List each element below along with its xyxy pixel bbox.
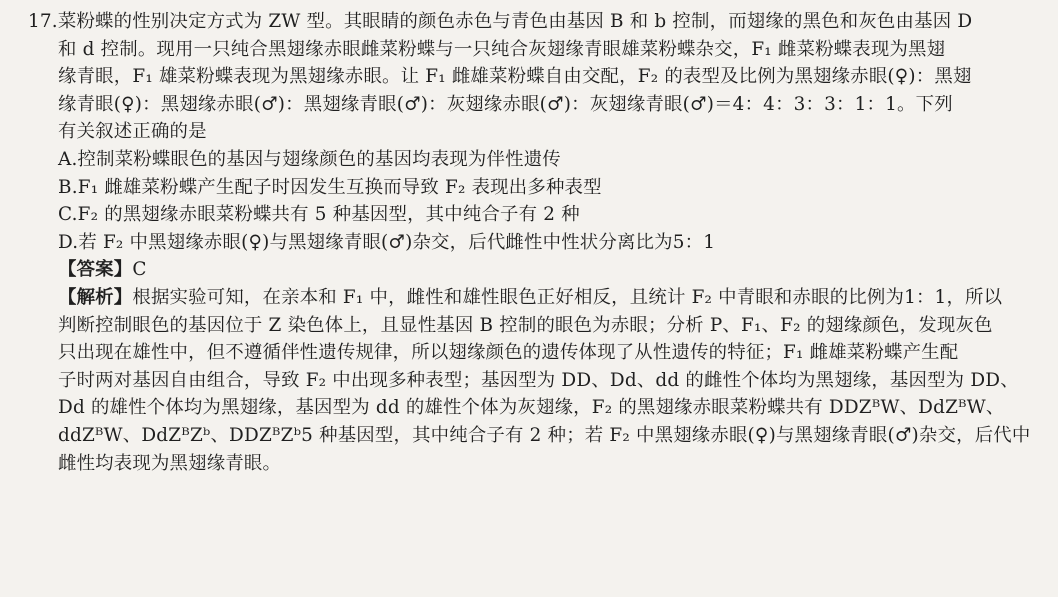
analysis-line: 判断控制眼色的基因位于 Z 染色体上，且显性基因 B 控制的眼色为赤眼；分析 P、F₁、F₂ 的翅缘颜色，发现灰色 [58, 314, 993, 336]
analysis-line: 只出现在雄性中，但不遵循伴性遗传规律，所以翅缘颜色的遗传体现了从性遗传的特征；F₁ 雌雄菜粉蝶产生配 [58, 342, 959, 364]
answer-value: C [132, 259, 147, 281]
analysis-line: Dd 的雄性个体均为黑翅缘，基因型为 dd 的雄性个体为灰翅缘，F₂ 的黑翅缘赤眼菜粉蝶共有 DDZᴮW、DdZᴮW、 [58, 397, 1005, 419]
question-line: 缘青眼，F₁ 雄菜粉蝶表现为黑翅缘赤眼。让 F₁ 雌雄菜粉蝶自由交配，F₂ 的表型及比例为黑翅缘赤眼(♀)：黑翅 [58, 66, 972, 88]
options-list [28, 146, 1032, 256]
question-stem [28, 8, 1032, 146]
analysis-line: 子时两对基因自由组合，导致 F₂ 中出现多种表型；基因型为 DD、Dd、dd 的雌性个体均为黑翅缘，基因型为 DD、 [58, 369, 1019, 391]
analysis-line: ddZᴮW、DdZᴮZᵇ、DDZᴮZᵇ5 种基因型，其中纯合子有 2 种；若 F₂ 中黑翅缘赤眼(♀)与黑翅缘青眼(♂)杂交，后代中 [58, 424, 1031, 446]
answer-line [28, 256, 1032, 284]
answer-label: 【答案】 [58, 259, 133, 281]
question-line: 和 d 控制。现用一只纯合黑翅缘赤眼雌菜粉蝶与一只纯合灰翅缘青眼雄菜粉蝶杂交，F₁ 雌菜粉蝶表现为黑翅 [58, 38, 946, 60]
question-line: 有关叙述正确的是 [58, 121, 207, 143]
option-d: D.若 F₂ 中黑翅缘赤眼(♀)与黑翅缘青眼(♂)杂交，后代雌性中性状分离比为5：1 [58, 231, 716, 253]
analysis-line: 【解析】根据实验可知，在亲本和 F₁ 中，雌性和雄性眼色正好相反，且统计 F₂ 中青眼和赤眼的比例为1：1，所以 [58, 286, 1003, 308]
question-line: 缘青眼(♀)：黑翅缘赤眼(♂)：黑翅缘青眼(♂)：灰翅缘赤眼(♂)：灰翅缘青眼(♂)＝4：4：3：3：1：1。下列 [58, 93, 953, 115]
option-c: C.F₂ 的黑翅缘赤眼菜粉蝶共有 5 种基因型，其中纯合子有 2 种 [58, 204, 580, 226]
option-b: B.F₁ 雌雄菜粉蝶产生配子时因发生互换而导致 F₂ 表现出多种表型 [58, 176, 602, 198]
question-line: 17.菜粉蝶的性别决定方式为 ZW 型。其眼睛的颜色赤色与青色由基因 B 和 b 控制，而翅缘的黑色和灰色由基因 D [28, 11, 973, 32]
option-a: A.控制菜粉蝶眼色的基因与翅缘颜色的基因均表现为伴性遗传 [58, 148, 561, 170]
analysis-label: 【解析】 [58, 286, 133, 308]
analysis-block [28, 284, 1032, 477]
analysis-line: 雌性均表现为黑翅缘青眼。 [58, 452, 282, 474]
